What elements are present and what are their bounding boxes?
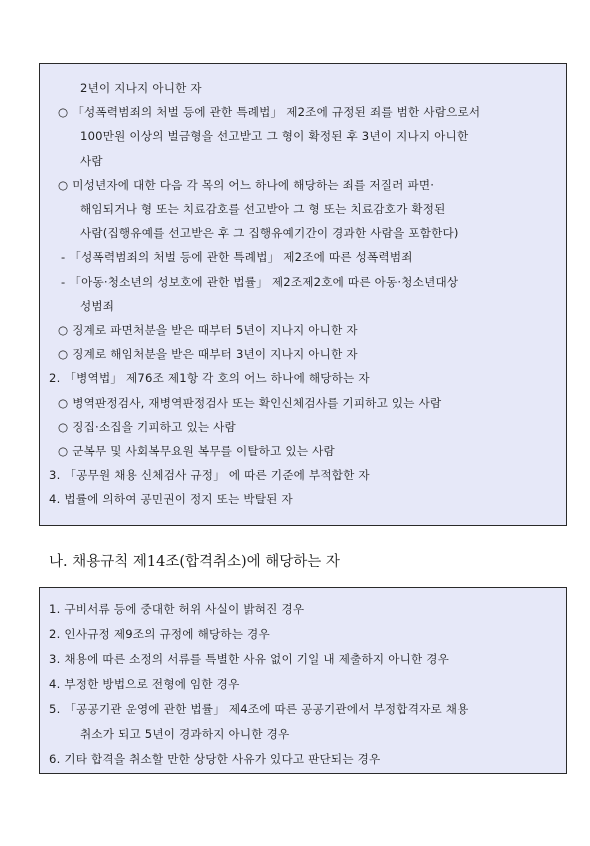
dash-item: - 「성폭력범죄의 처벌 등에 관한 특례법」 제2조에 따른 성폭력범죄 bbox=[61, 250, 413, 265]
bullet-item: ○ 징계로 해임처분을 받은 때부터 3년이 지나지 아니한 자 bbox=[58, 347, 358, 362]
numbered-item: 3. 「공무원 채용 신체검사 규정」 에 따른 기준에 부적합한 자 bbox=[49, 468, 370, 483]
text-line: 100만원 이상의 벌금형을 선고받고 그 형이 확정된 후 3년이 지나지 아니한 bbox=[80, 129, 469, 144]
numbered-item: 5. 「공공기관 운영에 관한 법률」 제4조에 따른 공공기관에서 부정합격자로 채용 bbox=[49, 702, 469, 716]
numbered-item: 4. 부정한 방법으로 전형에 임한 경우 bbox=[49, 677, 240, 691]
numbered-item: 3. 채용에 따른 소정의 서류를 특별한 사유 없이 기일 내 제출하지 아니한 경우 bbox=[49, 652, 450, 666]
text-line: 해임되거나 형 또는 치료감호를 선고받아 그 형 또는 치료감호가 확정된 bbox=[80, 202, 446, 217]
text-line: 사람(집행유예를 선고받은 후 그 집행유예기간이 경과한 사람을 포함한다) bbox=[80, 226, 459, 241]
bullet-item: ○ 「성폭력범죄의 처벌 등에 관한 특례법」 제2조에 규정된 죄를 범한 사람으로서 bbox=[58, 105, 481, 120]
numbered-item: 6. 기타 합격을 취소할 만한 상당한 사유가 있다고 판단되는 경우 bbox=[49, 752, 381, 766]
section-heading: 나. 채용규칙 제14조(합격취소)에 해당하는 자 bbox=[49, 554, 340, 570]
disqualification-box bbox=[39, 63, 567, 526]
bullet-item: ○ 미성년자에 대한 다음 각 목의 어느 하나에 해당하는 죄를 저질러 파면· bbox=[58, 177, 435, 192]
text-line: 사람 bbox=[80, 153, 103, 168]
numbered-item: 1. 구비서류 등에 중대한 허위 사실이 밝혀진 경우 bbox=[49, 602, 305, 616]
acceptance-cancellation-box bbox=[39, 587, 567, 774]
bullet-item: ○ 징계로 파면처분을 받은 때부터 5년이 지나지 아니한 자 bbox=[58, 323, 358, 338]
dash-item: - 「아동·청소년의 성보호에 관한 법률」 제2조제2호에 따른 아동·청소년대상 bbox=[61, 274, 459, 289]
text-line: 2년이 지나지 아니한 자 bbox=[80, 81, 202, 95]
text-line: 취소가 되고 5년이 경과하지 아니한 경우 bbox=[80, 727, 290, 741]
bullet-item: ○ 군복무 및 사회복무요원 복무를 이탈하고 있는 사람 bbox=[58, 444, 335, 459]
numbered-item: 2. 인사규정 제9조의 규정에 해당하는 경우 bbox=[49, 627, 270, 641]
numbered-item: 4. 법률에 의하여 공민권이 정지 또는 박탈된 자 bbox=[49, 492, 293, 507]
bullet-item: ○ 징집·소집을 기피하고 있는 사람 bbox=[58, 419, 236, 434]
bullet-item: ○ 병역판정검사, 재병역판정검사 또는 확인신체검사를 기피하고 있는 사람 bbox=[58, 395, 442, 410]
text-line: 성범죄 bbox=[80, 298, 115, 313]
numbered-item: 2. 「병역법」 제76조 제1항 각 호의 어느 하나에 해당하는 자 bbox=[49, 371, 370, 386]
